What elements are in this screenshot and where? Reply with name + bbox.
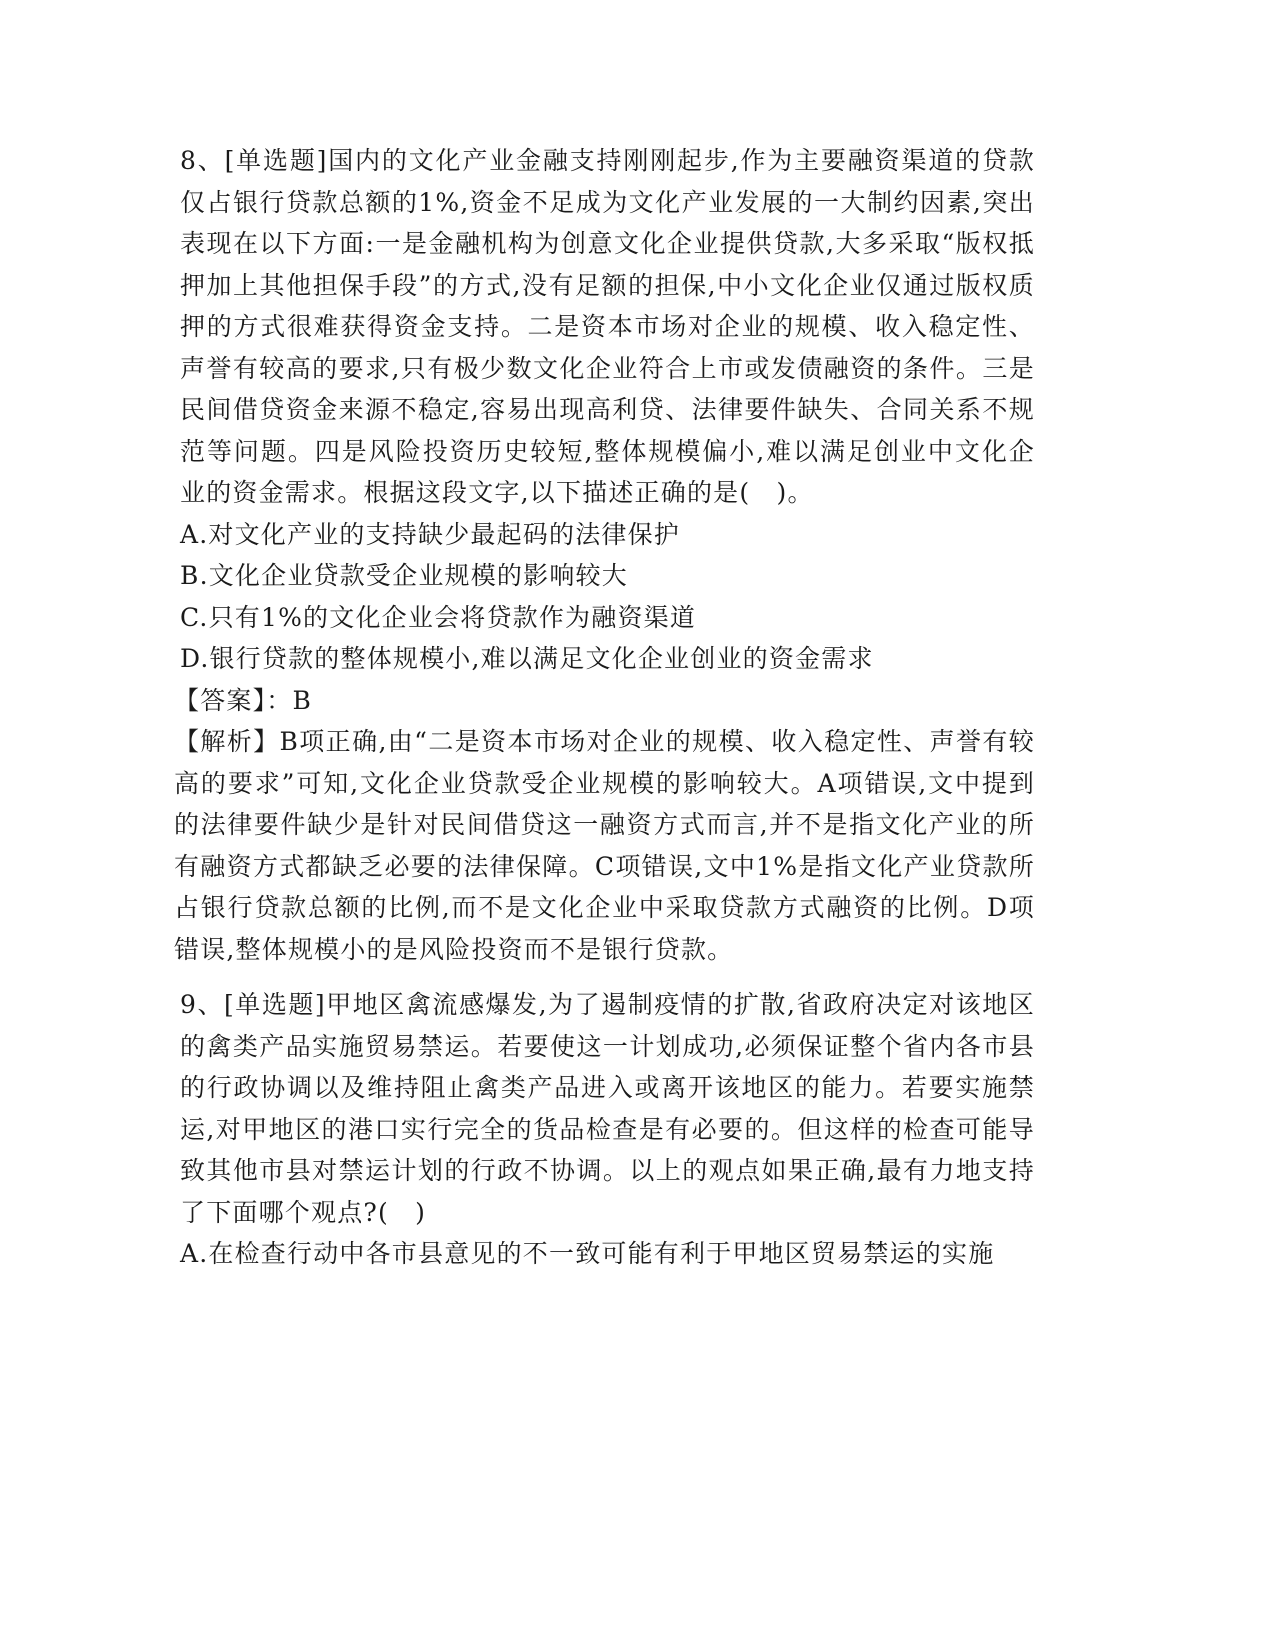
option-d: D.银行贷款的整体规模小,难以满足文化企业创业的资金需求 [180,644,874,673]
analysis: 【解析】B项正确,由“二是资本市场对企业的规模、收入稳定性、声誉有较高的要求”可知,文化企业贷款受企业规模的影响较大。A项错误,文中提到的法律要件缺少是针对民间借贷这一融资方式而言,并不是指文化产业的所有融资方式都缺乏必要的法律保障。C项错误,文中1%是指文化产业贷款所占银行贷款总额的比例,而不是文化企业中采取贷款方式融资的比例。D项错误,整体规模小的是风险投资而不是银行贷款。 [174,727,1035,964]
question-stem: 9、[单选题]甲地区禽流感爆发,为了遏制疫情的扩散,省政府决定对该地区的禽类产品实施贸易禁运。若要使这一计划成功,必须保证整个省内各市县的行政协调以及维持阻止禽类产品进入或离开该地区的能力。若要实施禁运,对甲地区的港口实行完全的货品检查是有必要的。但这样的检查可能导致其他市县对禁运计划的行政不协调。以上的观点如果正确,最有力地支持了下面哪个观点?( ) [180,990,1035,1227]
option-a: A.在检查行动中各市县意见的不一致可能有利于甲地区贸易禁运的实施 [180,1239,995,1268]
option-c: C.只有1%的文化企业会将贷款作为融资渠道 [180,602,697,632]
question-8 [174,140,1035,970]
question-stem: 8、[单选题]国内的文化产业金融支持刚刚起步,作为主要融资渠道的贷款仅占银行贷款总额的1%,资金不足成为文化产业发展的一大制约因素,突出表现在以下方面:一是金融机构为创意文化企业提供贷款,大多采取“版权抵押加上其他担保手段”的方式,没有足额的担保,中小文化企业仅通过版权质押的方式很难获得资金支持。二是资本市场对企业的规模、收入稳定性、声誉有较高的要求,只有极少数文化企业符合上市或发债融资的条件。三是民间借贷资金来源不稳定,容易出现高利贷、法律要件缺失、合同关系不规范等问题。四是风险投资历史较短,整体规模偏小,难以满足创业中文化企业的资金需求。根据这段文字,以下描述正确的是( )。 [180,146,1035,507]
question-9 [180,984,1035,1275]
option-b: B.文化企业贷款受企业规模的影响较大 [180,561,628,590]
document-page [174,140,1035,1275]
answer: 【答案】：B [174,685,313,715]
option-a: A.对文化产业的支持缺少最起码的法律保护 [180,519,681,549]
